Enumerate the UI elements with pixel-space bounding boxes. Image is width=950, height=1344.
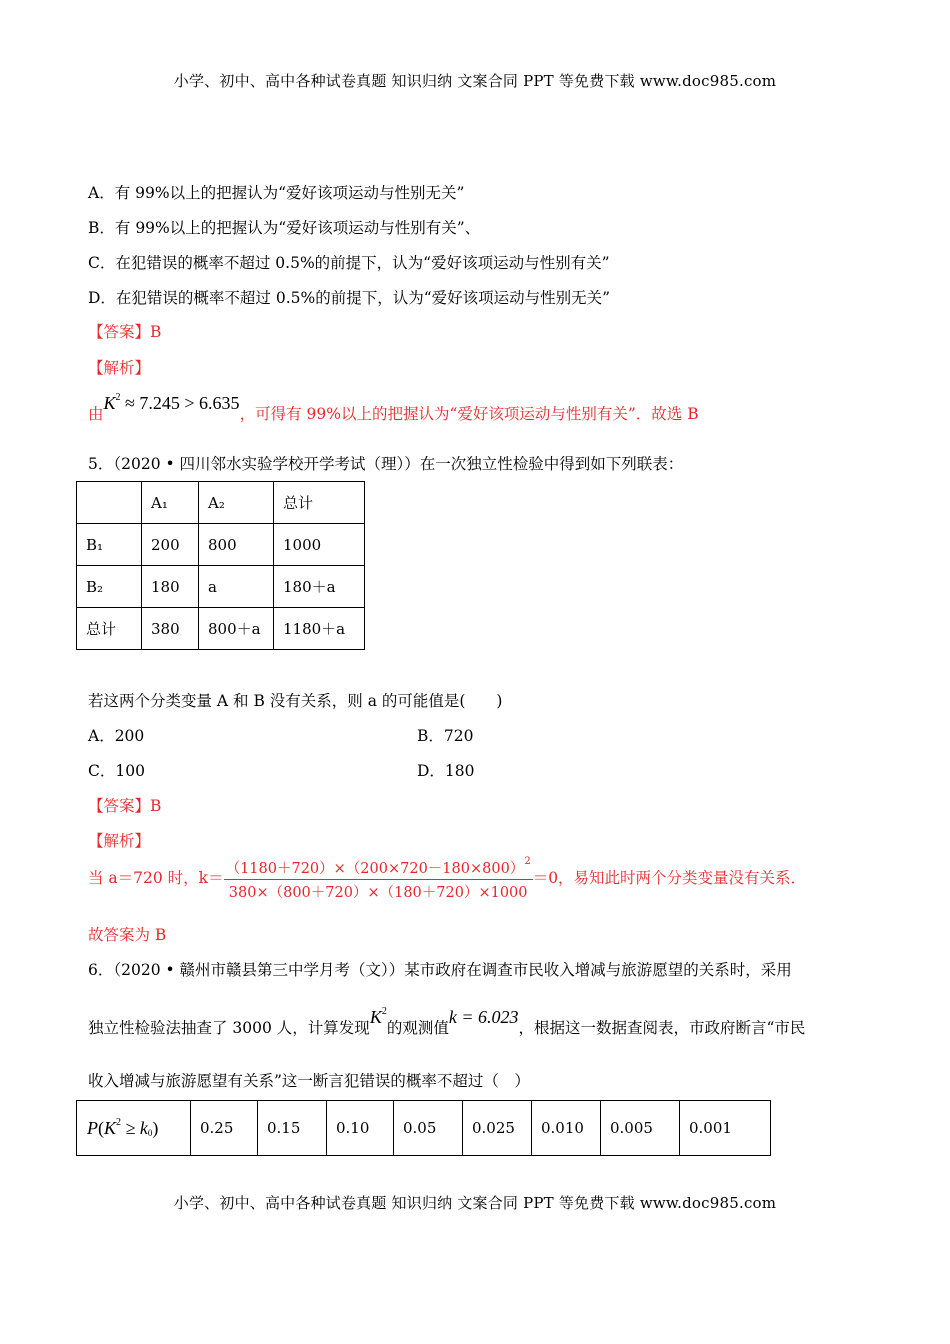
q4-k-relation: ≈ 7.245 > 6.635 [120, 393, 240, 413]
q6-line-3: 收入增减与旅游愿望有关系”这一断言犯错误的概率不超过（ ） [88, 1072, 530, 1090]
table-cell: 总计 [77, 608, 142, 650]
table-cell: 总计 [274, 482, 365, 524]
q6-line-1: 6．（2020 • 赣州市赣县第三中学月考（文））某市政府在调查市民收入增减与旅游愿望的关系时，采用 [88, 961, 792, 979]
q6-line-2: 独立性检验法抽查了 3000 人，计算发现$K^2$的观测值k = 6.023，根据这一数据查阅表，市政府断言“市民 [88, 1006, 806, 1037]
q5-option-a: A．200 [88, 727, 145, 745]
q6-table-label: $P(K^2 \ge k_0)$ [77, 1101, 191, 1156]
q4-k-exponent: 2 [115, 392, 121, 403]
q5-contingency-table [76, 481, 365, 650]
table-row [77, 608, 365, 650]
q6-k-symbol: K [369, 1007, 382, 1027]
table-cell: 0.25 [191, 1101, 258, 1156]
q5-fraction-numerator: $(1180+720)\times(200\times 720-180\times 800)^2$ [224, 856, 533, 880]
q5-option-c: C．100 [88, 762, 145, 780]
table-cell: 1180＋a [274, 608, 365, 650]
q5-conclusion: 故答案为 B [88, 926, 167, 944]
q5-fraction [224, 856, 533, 902]
table-cell: 200 [142, 524, 199, 566]
q4-option-d: D．在犯错误的概率不超过 0.5%的前提下，认为“爱好该项运动与性别无关” [88, 289, 611, 307]
q6-k-exponent: 2 [381, 1006, 387, 1017]
table-cell: A₁ [142, 482, 199, 524]
table-cell: 180＋a [274, 566, 365, 608]
q5-solution-suffix: ＝0，易知此时两个分类变量没有关系． [532, 869, 807, 887]
table-header-row [77, 482, 365, 524]
table-cell: 800＋a [199, 608, 274, 650]
page-header: 小学、初中、高中各种试卷真题 知识归纳 文案合同 PPT 等免费下载 www.doc985.com [173, 72, 777, 90]
table-cell: 0.15 [258, 1101, 327, 1156]
q4-option-a: A．有 99%以上的把握认为“爱好该项运动与性别无关” [88, 184, 465, 202]
table-cell: 0.10 [327, 1101, 394, 1156]
q4-option-c: C．在犯错误的概率不超过 0.5%的前提下，认为“爱好该项运动与性别有关” [88, 254, 610, 272]
table-row [77, 566, 365, 608]
q5-question: 若这两个分类变量 A 和 B 没有关系，则 a 的可能值是( ) [88, 692, 503, 710]
table-cell: 0.001 [680, 1101, 771, 1156]
table-cell: 0.025 [463, 1101, 532, 1156]
q6-observed-value: k = 6.023 [448, 1007, 519, 1027]
q5-stem: 5．（2020 • 四川邻水实验学校开学考试（理））在一次独立性检验中得到如下列联表： [88, 455, 684, 473]
table-cell [77, 482, 142, 524]
table-cell: 0.010 [532, 1101, 601, 1156]
q5-solution-prefix: 当 a＝720 时，k＝ [88, 869, 224, 887]
q5-fraction-denominator: 380×（800＋720）×（180＋720）×1000 [228, 885, 528, 901]
q5-answer: 【答案】B [88, 797, 162, 815]
q4-solution [88, 392, 699, 423]
page-footer: 小学、初中、高中各种试卷真题 知识归纳 文案合同 PPT 等免费下载 www.doc985.com [173, 1194, 777, 1212]
q4-option-b: B．有 99%以上的把握认为“爱好该项运动与性别有关”、 [88, 219, 481, 237]
table-row [77, 524, 365, 566]
q4-analysis-label: 【解析】 [88, 359, 151, 377]
table-cell: 0.05 [394, 1101, 463, 1156]
q5-analysis-label: 【解析】 [88, 832, 151, 850]
q4-answer: 【答案】B [88, 323, 162, 341]
q5-option-b: B．720 [417, 727, 474, 745]
table-row [77, 1101, 771, 1156]
q4-solution-suffix: ，可得有 99%以上的把握认为“爱好该项运动与性别有关”．故选 B [239, 405, 699, 423]
table-cell: A₂ [199, 482, 274, 524]
table-cell: B₂ [77, 566, 142, 608]
table-cell: 800 [199, 524, 274, 566]
table-cell: 380 [142, 608, 199, 650]
table-cell: 0.005 [601, 1101, 680, 1156]
table-cell: 1000 [274, 524, 365, 566]
table-cell: B₁ [77, 524, 142, 566]
table-cell: a [199, 566, 274, 608]
q5-solution [88, 856, 806, 902]
q4-k-symbol: K [103, 393, 116, 413]
q5-option-d: D．180 [417, 762, 475, 780]
q5-numerator-exponent: 2 [524, 856, 531, 867]
q6-critical-value-table [76, 1100, 771, 1156]
q4-solution-prefix: 由 [88, 405, 104, 423]
table-cell: 180 [142, 566, 199, 608]
